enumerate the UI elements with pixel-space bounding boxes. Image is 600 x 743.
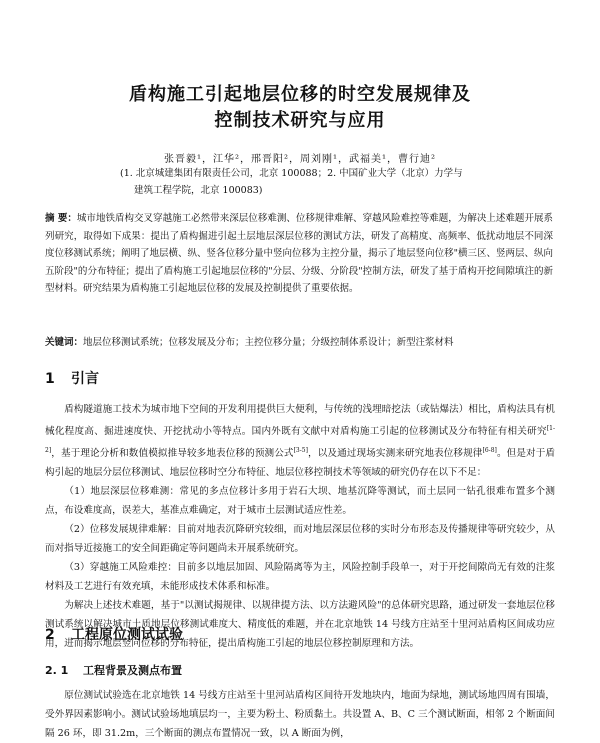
keywords-text: 地层位移测试系统；位移发展及分布；主控位移分量；分级控制体系设计；新型注浆材料: [83, 337, 454, 348]
section-title: 引言: [71, 371, 99, 387]
author-list: 张晋毅¹，江华²，邢晋阳²，周刘刚¹，武福美¹，曹行迪²: [163, 154, 437, 165]
subsection-heading: [45, 662, 182, 678]
citation: [1-2]: [45, 425, 555, 455]
keywords: [45, 334, 553, 351]
keywords-label: 关键词：: [45, 337, 84, 348]
section-number: 1: [45, 371, 55, 387]
introduction-body: [45, 400, 555, 653]
abstract-text: 城市地铁盾构交叉穿越施工必然带来深层位移难测、位移规律难解、穿越风险难控等难题，为解决上述难题开展系列研究，取得如下成果：提出了盾构掘进引起土层地层深层位移的测试方法，研发了高精度、高频率、低扰动地层不同深度位移测试系统；阐明了地层横、纵、竖各位移分量中竖向位移为主控分量，揭示了地层竖向位移"横三区、竖两层、纵向五阶段"的分布特征；提出了盾构施工引起地层位移的"分层、分级、分阶段"控制方法，研发了基于盾构开挖间隙填注的新型材料。研究结果为盾构施工引起地层位移的发展及控制提供了重要依据。: [45, 213, 553, 294]
paragraph: 原位测试试验选在北京地铁 14 号线方庄站至十里河站盾构区间待开发地块内，地面为绿地，测试场地四周有围墙，受外界因素影响小。测试试验场地填层均一，主要为粉土、粉质黏土。共设置 A、B、C 三个测试断面，相邻 2 个断面间隔 26 环，即 31.2m，三个断面的测点布置情况一致，以 A 断面为例，: [45, 690, 555, 739]
subsection-number: 2. 1: [45, 664, 69, 677]
paragraph: （1）地层深层位移难测：常见的多点位移计多用于岩石大坝、地基沉降等测试，而土层同一钻孔很难布置多个测点，布设难度高，误差大，基准点难确定，对于城市土层测试适应性差。: [45, 486, 555, 517]
text-run: 盾构隧道施工技术为城市地下空间的开发利用提供巨大便利，与传统的浅埋暗挖法（或钻爆法）相比，盾构法具有机械化程度高、掘进速度快、开挖扰动小等特点。国内外既有文献中对盾构施工引起的位移测试及分布特征有相关研究: [45, 404, 555, 438]
paragraph: [45, 400, 555, 482]
abstract: [45, 210, 553, 298]
citation: [6-8]: [482, 447, 497, 455]
affiliation-line2: 建筑工程学院，北京 100083): [134, 185, 263, 196]
section-number: 2: [45, 627, 55, 643]
section-title: 工程原位测试试验: [71, 627, 183, 643]
citation: [3-5]: [293, 447, 308, 455]
text-run: 。但是对于盾构引起的地层分层位移测试、地层位移时空分布特征、地层位移控制技术等领域的研究仍存在以下不足：: [45, 448, 556, 479]
text-run: ，基于理论分析和数值模拟推导较多地表位移的预测公式: [51, 448, 294, 460]
paper-title-line1: 盾构施工引起地层位移的时空发展规律及: [129, 84, 471, 105]
abstract-label: 摘 要：: [45, 213, 77, 224]
section-heading-introduction: [45, 368, 99, 388]
affiliation: [120, 165, 500, 199]
paragraph: 为解决上述技术难题，基于"以测试揭规律、以规律提方法、以方法避风险"的总体研究思路，通过研发一套地层位移测试系统以解决城市土质地层位移测试难度大、精度低的难题，并在北京地铁 14 号线方庄站至十里河站盾构区间成功应用，进而揭示地层竖向位移的分布特征，提出盾构施工引起的地层位移控制原理和方法。: [45, 600, 555, 650]
text-run: ，以及通过现场实测来研究地表位移规律: [307, 448, 483, 460]
paragraph: （2）位移发展规律难解：目前对地表沉降研究较细，而对地层深层位移的实时分布形态及传播规律等研究较少，从而对指导近接施工的安全间距确定等问题尚未开展系统研究。: [45, 524, 555, 555]
section-heading-field-test: [45, 624, 183, 644]
affiliation-line1: (1. 北京城建集团有限责任公司，北京 100088；2. 中国矿业大学（北京）力学与: [120, 168, 463, 179]
paragraph: （3）穿越施工风险难控：目前多以地层加固、风险隔离等为主，风险控制手段单一，对于开挖间隙尚无有效的注浆材料及工艺进行有效充填，未能形成技术体系和标准。: [45, 562, 555, 593]
paper-title-line2: 控制技术研究与应用: [214, 110, 386, 131]
subsection-body: [45, 686, 555, 743]
subsection-title: 工程背景及测点布置: [83, 664, 182, 677]
